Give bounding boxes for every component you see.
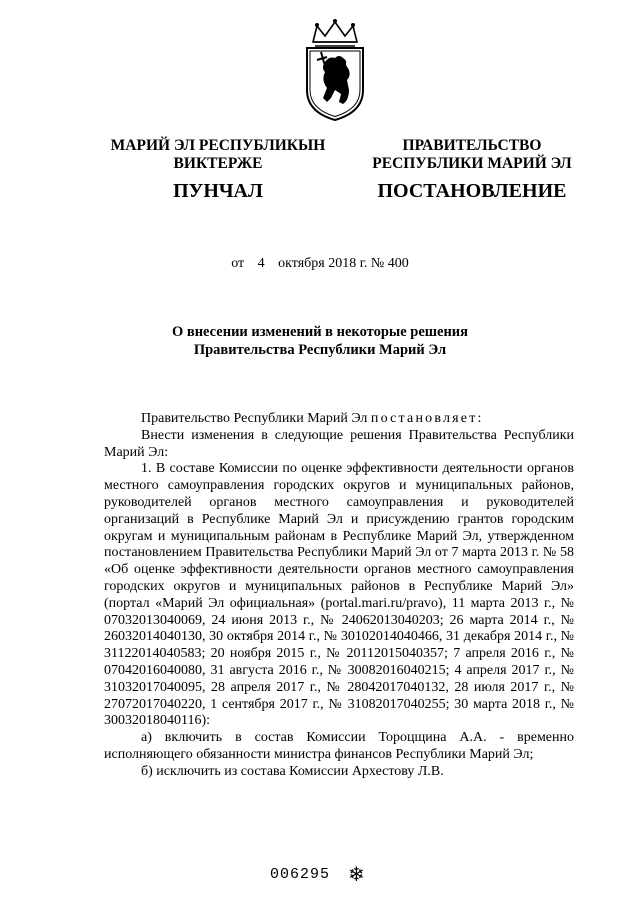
title-line1: О внесении изменений в некоторые решения [171,324,469,340]
decree-title [0,323,640,359]
header-left-line1: МАРИЙ ЭЛ РЕСПУБЛИКЫН [110,137,326,154]
coat-of-arms-emblem [299,18,371,122]
header-right [352,137,592,173]
header-left-line2: ВИКТЕРЖЕ [173,155,263,172]
paragraph-1: Внести изменения в следующие решения Правительства Республики Марий Эл: [104,427,574,460]
decree-date-line [0,256,640,272]
date-prefix: от [231,256,245,271]
doc-type-right: ПОСТАНОВЛЕНИЕ [377,180,567,202]
header-right-line2: РЕСПУБЛИКИ МАРИЙ ЭЛ [372,155,572,172]
doc-type-left: ПУНЧАЛ [173,180,263,202]
paragraph-3: а) включить в состав Комиссии Тороцщина А.А. - временно исполняющего обязанности министра финансов Республики Марий Эл; [104,730,574,762]
title-line2: Правительства Республики Марий Эл [193,342,447,358]
intro-start: Правительство Республики Марий Эл [141,411,371,426]
intro-spaced: постановляет: [370,411,484,426]
serial-number: 006295 [270,866,331,883]
paragraph-4: б) исключить из состава Комиссии Архестову Л.В. [141,763,444,779]
paragraph-2: 1. В составе Комиссии по оценке эффективности деятельности органов местного самоуправления городских округов и муниципальных районов, руководителей органов местного самоуправления и руководителей организаций в Республике Марий Эл и присуждению грантов городским округам и муниципальным районам в Республике Марий Эл, утвержденном постановлением Правительства Республики Марий Эл от 7 марта 2013 г. № 58 «Об оценке эффективности деятельности органов местного самоуправления городских округов и муниципальных районов в Республике Марий Эл» (портал «Марий Эл официальная» (portal.mari.ru/pravo), 11 марта 2013 г., № 07032013040069, 24 июня 2013 г., № 24062013040203; 26 марта 2014 г., № 26032014040130, 30 октября 2014 г., № 30102014040466, 31 декабря 2014 г., № 31122014040583; 20 ноября 2015 г., № 20112015040357; 7 апреля 2016 г., № 07042016040080, 31 августа 2016 г., № 30082016040215; 4 апреля 2017 г., № 31032017040095, 28 апреля 2017 г., № 28042017040132, 28 июля 2017 г., № 27072017040220, 1 сентября 2017 г., № 31082017040255; 30 марта 2018 г., № 30032018040116): [104,461,574,729]
intro-paragraph [104,411,574,428]
date-day: 4 [257,256,265,271]
header-left [98,137,338,173]
date-month-year: октября 2018 г. № [278,256,385,271]
header-right-line1: ПРАВИТЕЛЬСТВО [402,137,542,154]
snowflake-mark-icon: ❄ [348,864,365,886]
decree-body [104,411,574,781]
decree-number: 400 [387,256,409,271]
